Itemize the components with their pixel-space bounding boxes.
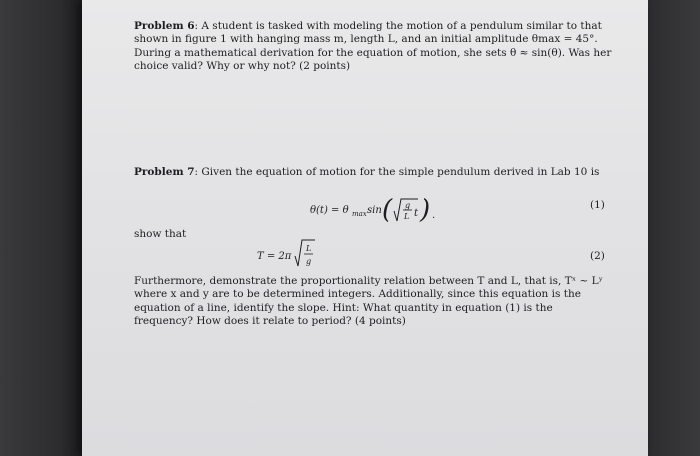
document-page — [82, 0, 648, 456]
equation-2 — [257, 238, 377, 274]
eq1-paren-right: ) — [420, 195, 431, 225]
problem-6-label: Problem 6 — [134, 20, 195, 32]
eq1-period: . — [432, 210, 436, 221]
problem-6 — [134, 20, 616, 74]
problem-7-label: Problem 7 — [134, 166, 195, 178]
eq1-sub: max — [352, 210, 367, 218]
eq1-frac-num: g — [405, 201, 411, 210]
eq1-fn: sin — [367, 205, 382, 216]
eq1-frac-den: L — [404, 212, 410, 221]
eq1-lhs: θ(t) = θ — [310, 205, 349, 216]
eq1-var: t — [414, 208, 419, 219]
eq2-lhs: T = 2π — [257, 251, 292, 262]
eq2-frac-num: L — [306, 244, 312, 253]
eq2-sqrt — [295, 240, 315, 266]
eq2-frac-den: g — [306, 257, 312, 266]
problem-7-body: : Given the equation of motion for the simple pendulum derived in Lab 10 is — [194, 166, 600, 178]
problem-6-body: : A student is tasked with modeling the motion of a pendulum similar to that shown in figure 1 with hanging mass m, length L, and an initial amplitude θmax = 45°. During a mathematical derivation for the equation of motion, she sets θ ≈ sin(θ). Was her choice valid? Why or why not? (2 points) — [134, 20, 612, 73]
eq1-paren-left: ( — [382, 195, 393, 225]
furthermore-paragraph: Furthermore, demonstrate the proportionality relation between T and L, that is, Tˣ ~ Lʸ where x and y are to be determined integers. Additionally, since this equation is the equation of a line, identify the slope. Hint: What quantity in equation (1) is the frequency? How does it relate to period? (4 points) — [134, 275, 604, 328]
equation-1 — [310, 193, 510, 233]
problem-7 — [134, 166, 616, 179]
show-that: show that — [134, 228, 187, 240]
equation-1-number: (1) — [590, 199, 605, 211]
equation-2-number: (2) — [590, 250, 605, 262]
